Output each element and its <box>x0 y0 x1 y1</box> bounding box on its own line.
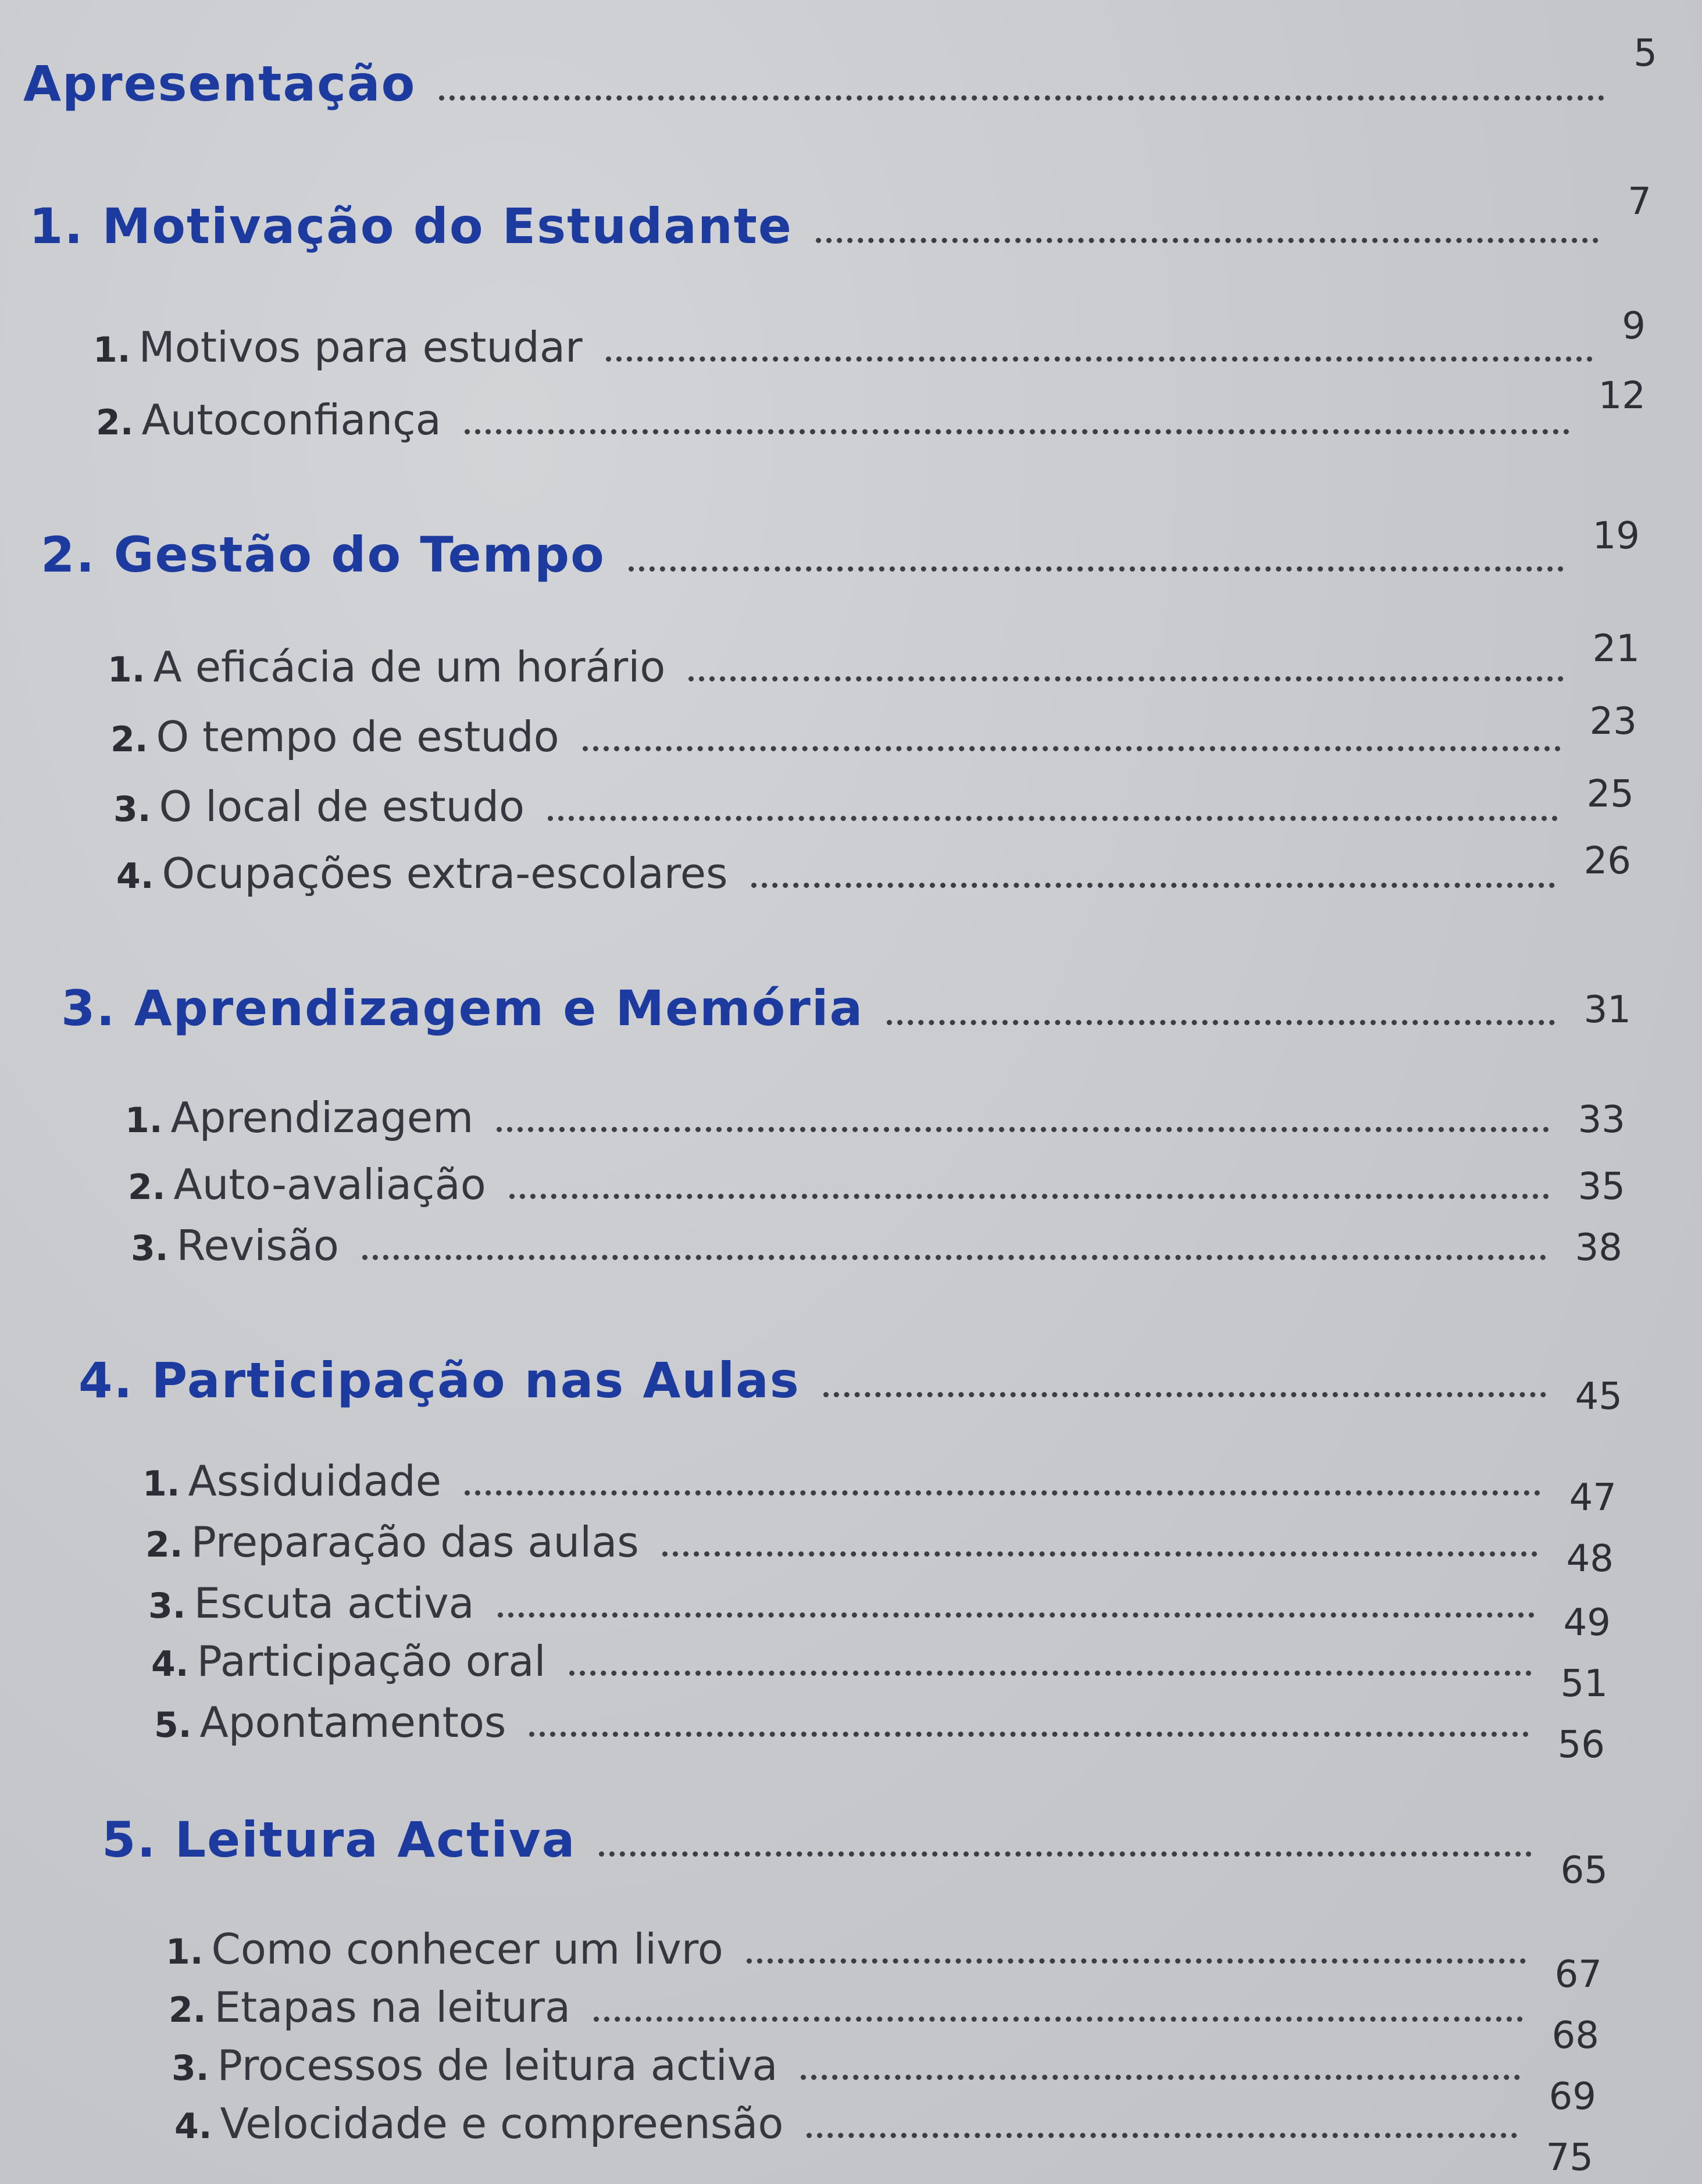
toc-chapter-apresentacao[interactable] <box>23 32 1657 112</box>
toc-section-number: 3. <box>148 1586 186 1626</box>
toc-section-label <box>93 323 606 372</box>
toc-section-title: O local de estudo <box>159 782 525 831</box>
toc-chapter-4[interactable] <box>79 1352 1622 1418</box>
toc-leader-dots <box>606 356 1593 362</box>
toc-section-number: 3. <box>172 2048 209 2089</box>
toc-section-3-3[interactable] <box>131 1221 1622 1270</box>
toc-section-number: 1. <box>142 1464 180 1504</box>
toc-section-2-4[interactable] <box>116 840 1631 898</box>
toc-page-number: 19 <box>1592 515 1640 558</box>
toc-chapter-1[interactable] <box>29 180 1651 255</box>
toc-page-number: 12 <box>1598 374 1646 417</box>
toc-section-number: 1. <box>108 650 145 690</box>
toc-section-title: Preparação das aulas <box>191 1518 639 1566</box>
toc-section-3-1[interactable] <box>125 1093 1625 1142</box>
toc-page-number: 25 <box>1586 773 1634 816</box>
toc-section-title: Motivos para estudar <box>138 323 583 372</box>
toc-section-label <box>131 1221 362 1270</box>
toc-chapter-label: 4. Participação nas Aulas <box>79 1352 800 1409</box>
toc-page-number: 23 <box>1589 700 1637 743</box>
toc-section-number: 4. <box>151 1644 189 1685</box>
toc-section-label <box>174 2099 807 2148</box>
toc-leader-dots <box>599 1851 1531 1857</box>
toc-chapter-2[interactable] <box>41 515 1640 583</box>
toc-leader-dots <box>439 95 1604 101</box>
toc-section-number: 1. <box>166 1932 204 1972</box>
toc-page-number: 48 <box>1566 1537 1614 1580</box>
toc-chapter-label: 3. Aprendizagem e Memória <box>61 980 864 1037</box>
toc-section-number: 2. <box>128 1167 166 1208</box>
toc-section-title: Etapas na leitura <box>214 1983 571 2032</box>
toc-section-number: 2. <box>145 1525 183 1565</box>
toc-page-number: 7 <box>1628 180 1651 223</box>
toc-section-label <box>128 1160 509 1209</box>
toc-page-number: 33 <box>1578 1098 1625 1141</box>
toc-section-label <box>154 1698 529 1747</box>
toc-section-number: 2. <box>110 719 148 760</box>
toc-leader-dots <box>362 1254 1546 1260</box>
toc-page-number: 45 <box>1575 1375 1622 1418</box>
toc-section-title: Ocupações extra-escolares <box>162 849 728 898</box>
toc-leader-dots <box>807 2132 1517 2138</box>
toc-section-5-2[interactable] <box>169 1983 1599 2057</box>
toc-section-5-4[interactable] <box>174 2099 1593 2179</box>
toc-page-number: 49 <box>1563 1601 1611 1644</box>
toc-section-5-1[interactable] <box>166 1925 1602 1996</box>
toc-page-number: 65 <box>1560 1849 1608 1892</box>
toc-section-label <box>125 1093 497 1142</box>
toc-section-number: 4. <box>116 856 154 897</box>
toc-leader-dots <box>887 1019 1554 1025</box>
toc-section-2-1[interactable] <box>108 627 1640 691</box>
toc-section-number: 3. <box>131 1228 169 1269</box>
toc-leader-dots <box>688 676 1563 681</box>
toc-leader-dots <box>583 745 1561 751</box>
toc-chapter-label: 2. Gestão do Tempo <box>41 526 605 583</box>
toc-page-number: 51 <box>1560 1662 1608 1705</box>
toc-page-number: 21 <box>1592 627 1640 670</box>
toc-section-4-4[interactable] <box>151 1637 1608 1705</box>
toc-section-4-2[interactable] <box>145 1518 1614 1580</box>
toc-page-number: 75 <box>1546 2136 1593 2179</box>
toc-section-title: Revisão <box>176 1221 339 1270</box>
toc-leader-dots <box>747 1958 1526 1964</box>
toc-chapter-5[interactable] <box>102 1811 1608 1892</box>
toc-section-label <box>169 1983 594 2032</box>
toc-section-label <box>96 395 465 444</box>
toc-page-number: 68 <box>1551 2014 1599 2057</box>
toc-section-4-1[interactable] <box>142 1457 1617 1519</box>
toc-section-3-2[interactable] <box>128 1160 1625 1209</box>
toc-page-number: 67 <box>1554 1953 1602 1996</box>
toc-page-number: 31 <box>1583 988 1631 1032</box>
toc-section-title: Como conhecer um livro <box>211 1925 723 1974</box>
toc-section-label <box>151 1637 569 1686</box>
toc-section-label <box>113 782 548 831</box>
toc-section-number: 2. <box>96 402 134 443</box>
toc-page-number: 56 <box>1557 1723 1605 1767</box>
toc-leader-dots <box>465 1490 1540 1496</box>
toc-section-title: Autoconfiança <box>141 395 441 444</box>
toc-section-1-1[interactable] <box>93 305 1646 372</box>
toc-section-number: 3. <box>113 789 151 830</box>
toc-page-number: 69 <box>1548 2075 1596 2118</box>
toc-section-label <box>145 1518 662 1566</box>
toc-section-4-3[interactable] <box>148 1579 1611 1644</box>
toc-section-label <box>142 1457 465 1505</box>
toc-leader-dots <box>548 815 1557 821</box>
toc-section-label <box>108 643 688 691</box>
toc-leader-dots <box>497 1126 1548 1132</box>
toc-leader-dots <box>594 2016 1522 2022</box>
toc-leader-dots <box>801 2074 1519 2080</box>
toc-leader-dots <box>529 1731 1528 1737</box>
toc-section-label <box>172 2041 801 2090</box>
toc-leader-dots <box>509 1193 1549 1199</box>
toc-section-label <box>116 849 751 898</box>
toc-section-2-2[interactable] <box>110 700 1637 761</box>
toc-section-label <box>166 1925 747 1974</box>
toc-section-title: Aprendizagem <box>170 1093 474 1142</box>
toc-page-number: 5 <box>1633 32 1657 75</box>
toc-section-title: Participação oral <box>197 1637 546 1686</box>
toc-section-4-5[interactable] <box>154 1698 1605 1767</box>
toc-section-5-3[interactable] <box>172 2041 1596 2118</box>
toc-section-label <box>148 1579 498 1628</box>
toc-section-2-3[interactable] <box>113 773 1634 831</box>
toc-leader-dots <box>823 1391 1546 1397</box>
toc-section-number: 4. <box>174 2106 212 2147</box>
toc-section-title: O tempo de estudo <box>156 712 559 761</box>
toc-chapter-label: 5. Leitura Activa <box>102 1811 576 1868</box>
toc-section-number: 1. <box>125 1100 163 1141</box>
toc-leader-dots <box>629 566 1564 572</box>
toc-page-number: 9 <box>1622 305 1646 348</box>
toc-section-title: Assiduidade <box>188 1457 441 1505</box>
toc-section-number: 5. <box>154 1705 192 1746</box>
toc-section-1-2[interactable] <box>96 374 1646 444</box>
toc-chapter-label: 1. Motivação do Estudante <box>29 198 793 255</box>
toc-leader-dots <box>816 237 1598 243</box>
toc-leader-dots <box>569 1670 1532 1676</box>
toc-chapter-3[interactable] <box>61 980 1631 1037</box>
toc-leader-dots <box>465 429 1569 434</box>
toc-section-title: Apontamentos <box>199 1698 506 1747</box>
toc-leader-dots <box>498 1612 1535 1618</box>
toc-section-title: Processos de leitura activa <box>217 2041 778 2090</box>
toc-section-number: 2. <box>169 1990 206 2030</box>
toc-leader-dots <box>662 1551 1537 1557</box>
toc-chapter-label: Apresentação <box>23 55 416 112</box>
toc-section-title: Velocidade e compreensão <box>220 2099 784 2148</box>
toc-section-title: A eficácia de um horário <box>153 643 666 691</box>
toc-section-label <box>110 712 583 761</box>
toc-page-number: 26 <box>1583 840 1631 883</box>
toc-section-title: Auto-avaliação <box>173 1160 486 1209</box>
toc-section-number: 1. <box>93 330 131 370</box>
toc-page-number: 47 <box>1569 1476 1617 1519</box>
toc-page-number: 38 <box>1575 1226 1622 1269</box>
toc-leader-dots <box>751 882 1555 888</box>
toc-page-number: 35 <box>1578 1165 1625 1208</box>
toc-section-title: Escuta activa <box>194 1579 474 1628</box>
